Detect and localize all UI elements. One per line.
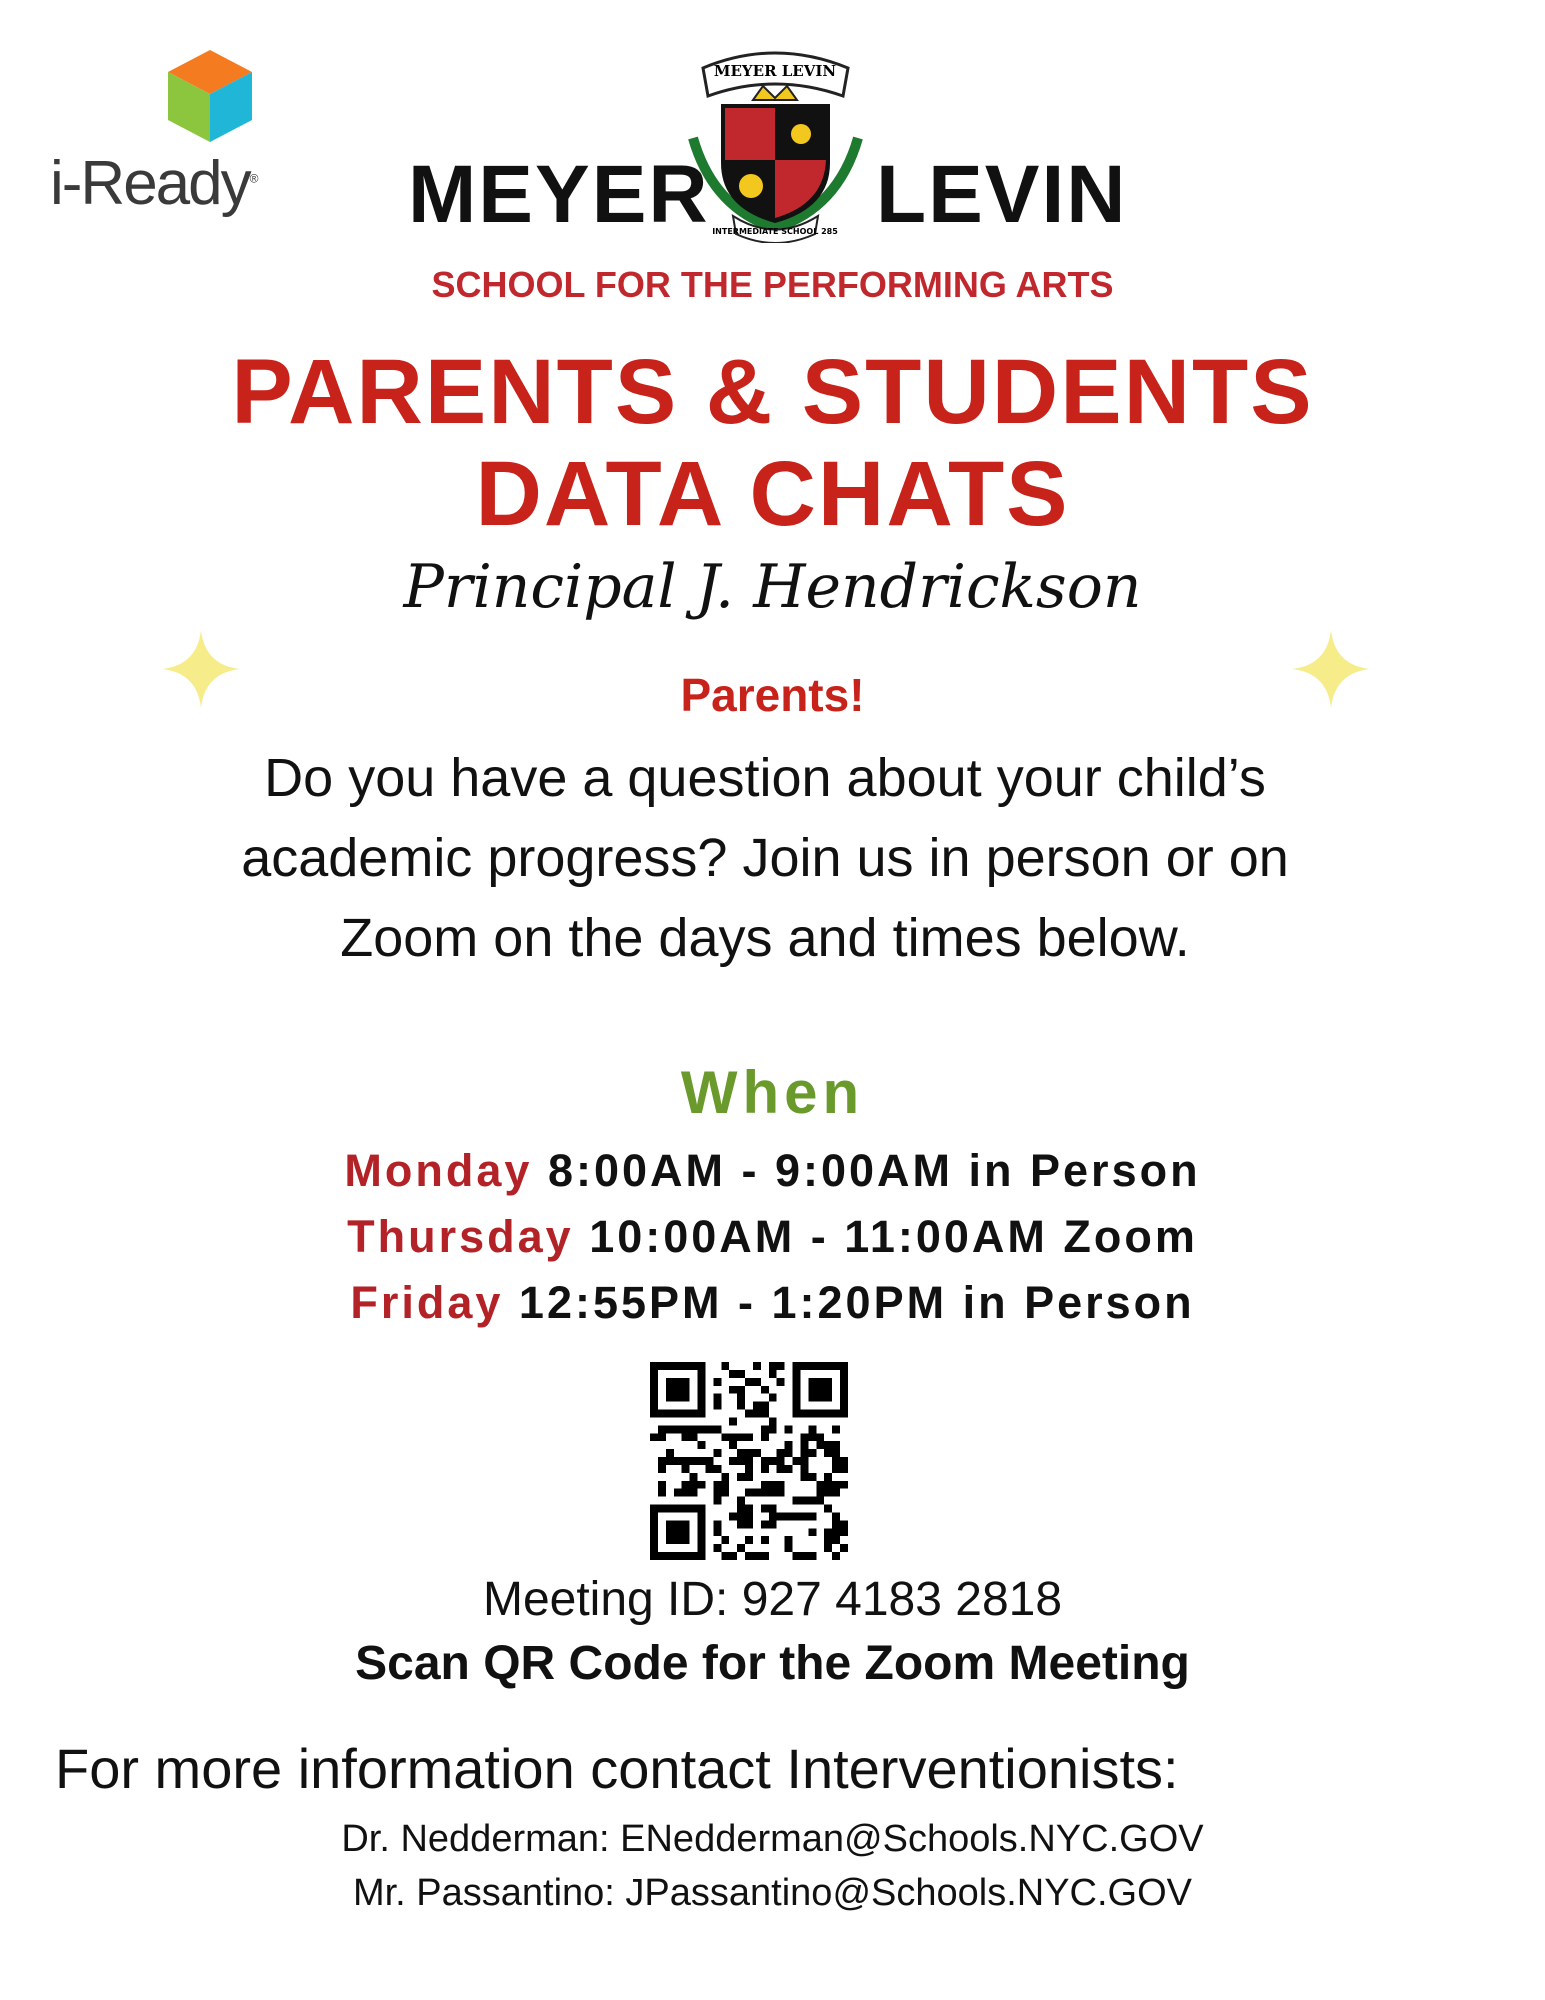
title-line-1: PARENTS & STUDENTS — [231, 341, 1314, 443]
schedule-time: 12:55PM - 1:20PM in Person — [518, 1277, 1195, 1328]
principal-signature: Principal J. Hendrickson — [403, 552, 1142, 622]
schedule-row — [0, 1204, 1545, 1270]
question-paragraph: Do you have a question about your child’s academic progress? Join us in person or on Zoom on the days and times below. — [241, 748, 1289, 968]
schedule-row — [0, 1270, 1545, 1336]
school-name-left: MEYER — [408, 149, 710, 240]
school-name-right: LEVIN — [876, 149, 1128, 240]
crest-banner-text: MEYER LEVIN — [713, 62, 837, 80]
title-line-2: DATA CHATS — [475, 443, 1070, 545]
meeting-id: Meeting ID: 927 4183 2818 — [482, 1573, 1063, 1626]
schedule-time: 8:00AM - 9:00AM in Person — [547, 1145, 1201, 1196]
schedule-day: Monday — [344, 1145, 533, 1196]
contact-email[interactable]: Mr. Passantino: JPassantino@Schools.NYC.GOV — [352, 1872, 1193, 1914]
schedule-time: 10:00AM - 11:00AM Zoom — [589, 1211, 1198, 1262]
crest-ribbon-text: INTERMEDIATE SCHOOL 285 — [712, 227, 838, 236]
school-tagline: SCHOOL FOR THE PERFORMING ARTS — [431, 264, 1114, 305]
contact-email[interactable]: Dr. Nedderman: ENedderman@Schools.NYC.GOV — [341, 1818, 1204, 1860]
schedule-row — [0, 1138, 1545, 1204]
when-heading: When — [680, 1059, 865, 1126]
scan-instruction: Scan QR Code for the Zoom Meeting — [355, 1637, 1190, 1690]
zoom-qr-code[interactable] — [650, 1362, 848, 1560]
parents-heading: Parents! — [680, 669, 865, 721]
school-crest-logo — [683, 38, 868, 243]
iready-logo-text: i-Ready® — [50, 149, 257, 218]
contact-heading: For more information contact Interventionists: — [55, 1737, 1179, 1800]
schedule-day: Thursday — [347, 1211, 574, 1262]
schedule-day: Friday — [350, 1277, 504, 1328]
